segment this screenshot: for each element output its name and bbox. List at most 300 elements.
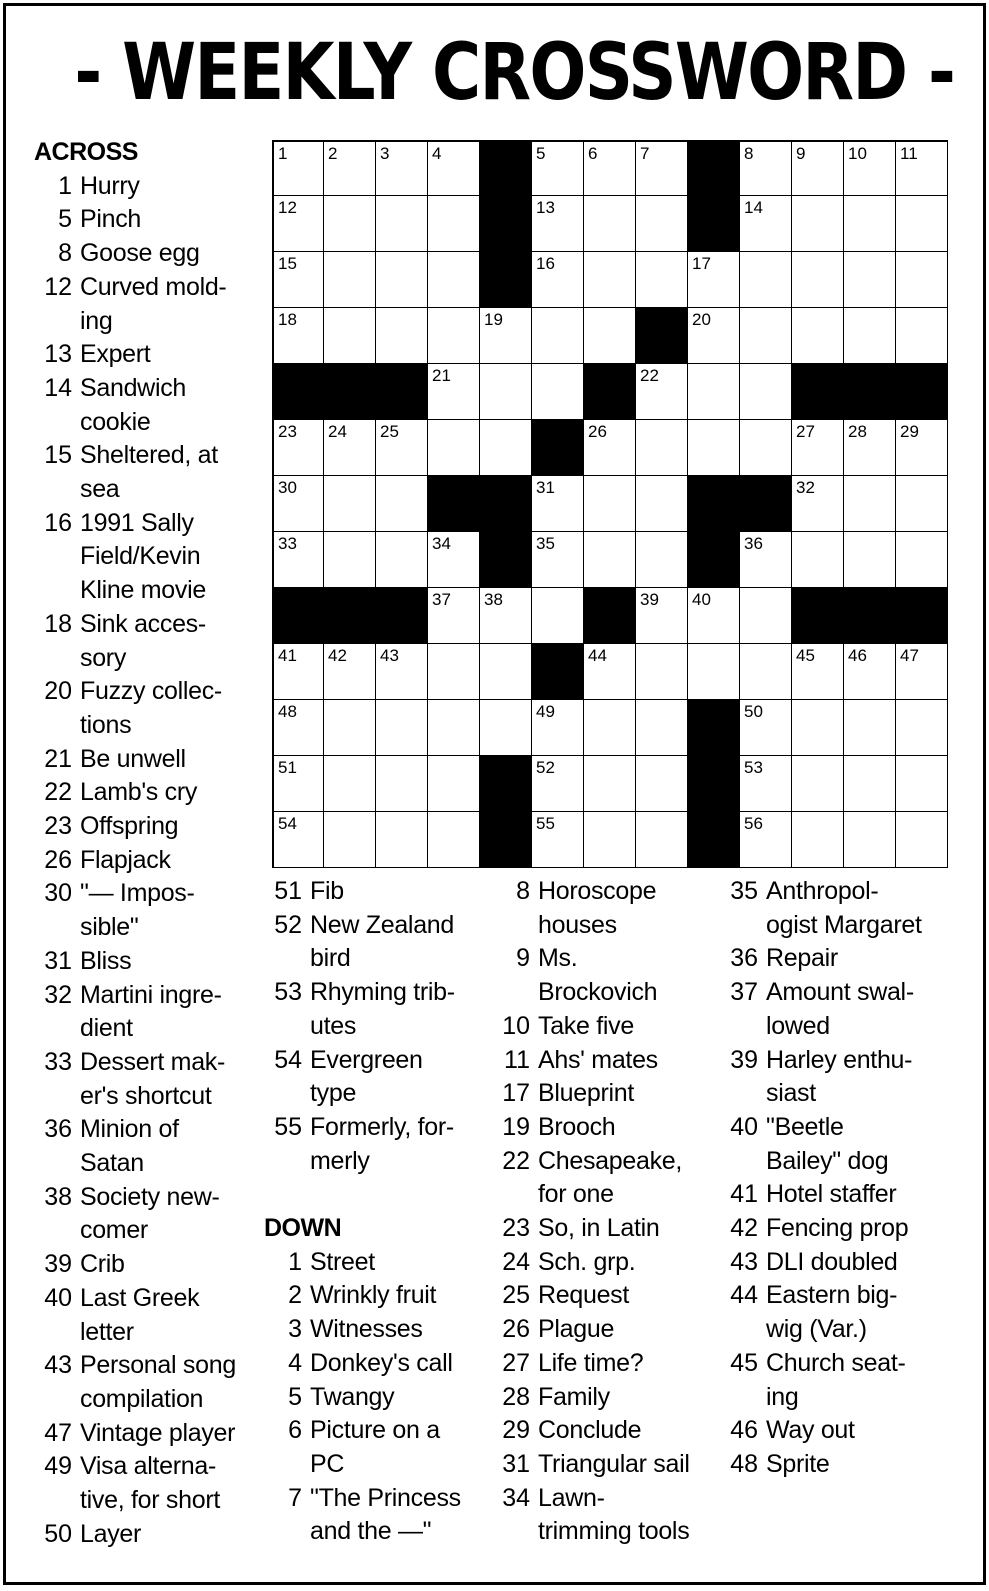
grid-cell [584,196,636,252]
grid-cell [324,476,376,532]
clue-item [492,1448,724,1482]
clue-item [492,1212,724,1246]
clue-item [720,1178,956,1212]
clue-text: Crib [80,1250,125,1279]
cell-number: 37 [432,590,451,609]
grid-cell [636,700,688,756]
grid-cell [844,532,896,588]
grid-cell [792,644,844,700]
grid-cell [844,476,896,532]
clue-number: 8 [516,877,530,905]
clue-text: Hurry [80,171,140,200]
clue-number: 10 [502,1011,530,1040]
cell-number: 7 [640,144,650,163]
grid-cell [428,196,480,252]
grid-cell [428,420,480,476]
clue-number: 5 [58,205,72,234]
grid-cell [740,812,792,868]
grid-cell [532,700,584,756]
clue-section-header: DOWN [264,1214,342,1243]
clue-item [34,608,266,675]
grid-cell [376,812,428,868]
grid-cell [896,532,948,588]
clue-item [264,1414,496,1481]
clue-number: 3 [288,1315,302,1344]
clue-text: Personal song compilation [80,1351,236,1413]
cell-number: 30 [278,478,297,497]
black-square [480,140,532,196]
grid-cell [324,700,376,756]
page-title: - WEEKLY CROSSWORD - [74,28,955,118]
cell-number: 54 [278,814,297,833]
grid-cell [844,308,896,364]
clue-item [34,271,266,338]
grid-cell [324,812,376,868]
clue-text: Eastern big- wig (Var.) [766,1281,898,1344]
clue-text: Expert [80,340,151,369]
grid-cell [428,644,480,700]
clue-item [492,1111,724,1145]
clue-text: Martini ingre- dient [80,980,222,1043]
clue-spacer [264,1178,496,1212]
clue-text: Repair [766,944,838,973]
clue-item [34,1282,266,1349]
cell-number: 28 [848,422,867,441]
clue-item [492,1313,724,1347]
cell-number: 5 [536,144,546,163]
grid-cell [740,700,792,756]
grid-cell [792,700,844,756]
cell-number: 50 [744,702,763,721]
clue-text: Hotel staffer [766,1180,897,1209]
grid-cell [792,476,844,532]
cell-number: 38 [484,590,503,609]
clue-item [34,1113,266,1180]
clue-text: Anthropol- ogist Margaret [766,877,922,939]
black-square [480,812,532,868]
clue-item [34,743,266,777]
clue-text: Wrinkly fruit [310,1281,437,1310]
clue-item [492,1482,724,1549]
grid-cell [376,196,428,252]
clue-item [264,909,496,976]
grid-cell [896,308,948,364]
grid-cell [584,700,636,756]
clue-text: Family [538,1382,610,1411]
clue-number: 23 [502,1214,530,1243]
clue-text: Sprite [766,1449,830,1478]
clue-number: 43 [730,1247,758,1276]
black-square [480,532,532,588]
grid-cell [532,476,584,532]
clue-number: 31 [44,946,72,975]
grid-cell [688,252,740,308]
clue-item [34,170,266,204]
grid-cell [844,252,896,308]
cell-number: 39 [640,590,659,609]
black-square [272,588,324,644]
cell-number: 2 [328,144,338,163]
grid-cell [272,308,324,364]
clue-number: 51 [274,877,302,905]
clue-item [34,1417,266,1451]
clue-number: 16 [44,508,72,537]
clue-number: 27 [502,1348,530,1377]
clue-number: 2 [288,1281,302,1310]
clue-text: Lawn- trimming tools [538,1483,690,1546]
clue-text: Plague [538,1315,615,1344]
clue-text: Visa alterna- tive, for short [80,1452,220,1515]
grid-cell [688,588,740,644]
grid-cell [480,644,532,700]
cell-number: 17 [692,254,711,273]
clue-item [34,844,266,878]
grid-cell [480,364,532,420]
grid-cell [532,756,584,812]
clue-item [720,1279,956,1346]
grid-cell [844,140,896,196]
clue-number: 36 [44,1115,72,1144]
grid-cell [636,364,688,420]
grid-cell [376,644,428,700]
black-square [844,364,896,420]
clue-number: 41 [730,1180,758,1209]
clue-number: 24 [502,1247,530,1276]
grid-cell [428,364,480,420]
black-square [428,476,480,532]
clue-text: Sheltered, at sea [80,441,218,504]
clue-text: Fencing prop [766,1214,909,1243]
cell-number: 46 [848,646,867,665]
clue-text: So, in Latin [538,1214,660,1243]
grid-cell [532,140,584,196]
grid-cell [636,812,688,868]
grid-cell [272,532,324,588]
clue-text: Amount swal- lowed [766,978,914,1040]
clue-number: 17 [502,1079,530,1108]
grid-cell [740,364,792,420]
cell-number: 56 [744,814,763,833]
clue-text: Blueprint [538,1079,634,1108]
clue-number: 55 [274,1112,302,1141]
clue-item [492,1077,724,1111]
grid-cell [740,532,792,588]
grid-cell [636,644,688,700]
cell-number: 3 [380,144,390,163]
clue-item [720,1448,956,1482]
clue-text: Sch. grp. [538,1247,636,1276]
clue-number: 48 [730,1449,758,1478]
clue-text: Way out [766,1416,855,1445]
cell-number: 26 [588,422,607,441]
grid-cell [688,644,740,700]
clue-text: Witnesses [310,1315,423,1344]
clue-item [34,776,266,810]
clue-item [264,976,496,1043]
clue-item [34,877,266,944]
clue-item [34,338,266,372]
cell-number: 33 [278,534,297,553]
cell-number: 36 [744,534,763,553]
black-square [792,588,844,644]
grid-cell [428,588,480,644]
clue-item [264,1111,496,1178]
clue-text: Sink acces- sory [80,609,206,672]
clue-item [264,875,496,909]
clue-number: 29 [502,1416,530,1445]
cell-number: 35 [536,534,555,553]
grid-cell [324,532,376,588]
black-square [324,364,376,420]
clue-number: 23 [44,812,72,841]
clue-number: 39 [44,1250,72,1279]
grid-cell [636,756,688,812]
clue-column-2 [264,875,496,1549]
cell-number: 24 [328,422,347,441]
clue-text: Be unwell [80,744,186,773]
clue-text: Horoscope houses [538,877,657,939]
grid-cell [844,756,896,812]
grid-cell [792,140,844,196]
grid-cell [324,308,376,364]
grid-cell [428,700,480,756]
clue-item [492,1381,724,1415]
cell-number: 32 [796,478,815,497]
cell-number: 20 [692,310,711,329]
clue-number: 45 [730,1348,758,1377]
clue-number: 4 [288,1348,302,1377]
clue-item [34,979,266,1046]
clue-number: 7 [288,1483,302,1512]
clue-text: Formerly, for- merly [310,1112,454,1175]
clue-item [34,1248,266,1282]
black-square [636,308,688,364]
clue-number: 49 [44,1452,72,1481]
clue-number: 40 [44,1283,72,1312]
cell-number: 40 [692,590,711,609]
grid-cell [324,252,376,308]
grid-cell [376,420,428,476]
clue-column-4 [720,875,956,1482]
black-square [688,532,740,588]
clue-text: Flapjack [80,845,171,874]
cell-number: 6 [588,144,598,163]
clue-text: Chesapeake, for one [538,1146,683,1209]
crossword-grid [272,140,948,868]
clue-number: 1 [58,171,72,200]
grid-cell [896,420,948,476]
clue-item [34,1349,266,1416]
grid-cell [428,532,480,588]
clue-item [34,675,266,742]
black-square [480,196,532,252]
clue-number: 35 [730,877,758,905]
clue-number: 28 [502,1382,530,1411]
black-square [688,812,740,868]
clue-text: Sandwich cookie [80,373,186,436]
cell-number: 51 [278,758,297,777]
clue-item [34,945,266,979]
clue-item [34,1181,266,1248]
grid-cell [324,756,376,812]
clue-item [720,1111,956,1178]
clue-number: 8 [58,239,72,268]
grid-cell [740,644,792,700]
cell-number: 45 [796,646,815,665]
clue-text: Minion of Satan [80,1115,179,1178]
clue-number: 50 [44,1519,72,1548]
clue-text: Bliss [80,946,132,975]
clue-text: Ahs' mates [538,1045,658,1074]
clue-item [492,942,724,1009]
clue-number: 40 [730,1112,758,1141]
grid-cell [428,252,480,308]
grid-cell [688,308,740,364]
cell-number: 41 [278,646,297,665]
grid-cell [272,700,324,756]
black-square [688,476,740,532]
grid-cell [740,308,792,364]
grid-cell [792,756,844,812]
cell-number: 29 [900,422,919,441]
clue-number: 14 [44,373,72,402]
clue-item [492,1414,724,1448]
clue-text: New Zealand bird [310,910,455,973]
grid-cell [740,140,792,196]
grid-cell [896,140,948,196]
clue-text: Twangy [310,1382,395,1411]
grid-cell [376,476,428,532]
cell-number: 43 [380,646,399,665]
clue-number: 12 [44,272,72,301]
cell-number: 44 [588,646,607,665]
grid-cell [584,756,636,812]
clue-text: Picture on a PC [310,1416,440,1478]
grid-cell [896,196,948,252]
grid-cell [792,420,844,476]
grid-cell [532,812,584,868]
grid-cell [428,308,480,364]
clue-number: 31 [502,1449,530,1478]
clue-item [492,1347,724,1381]
clue-column-3 [492,875,724,1549]
grid-cell [844,196,896,252]
grid-cell [272,476,324,532]
clue-text: 1991 Sally Field/Kevin Kline movie [80,508,206,605]
clue-number: 15 [44,441,72,470]
grid-cell [272,420,324,476]
clue-item [492,1044,724,1078]
clue-text: Fib [310,877,344,905]
grid-cell [272,812,324,868]
clue-number: 32 [44,980,72,1009]
black-square [324,588,376,644]
black-square [480,476,532,532]
clue-text: DLI doubled [766,1247,898,1276]
clue-item [720,875,956,942]
clue-item [492,1145,724,1212]
clue-text: Lamb's cry [80,778,198,807]
clue-number: 22 [502,1146,530,1175]
black-square [896,364,948,420]
grid-cell [532,364,584,420]
grid-cell [376,252,428,308]
clue-item [34,810,266,844]
grid-cell [376,140,428,196]
cell-number: 22 [640,366,659,385]
grid-cell [636,420,688,476]
grid-cell [636,252,688,308]
black-square [480,756,532,812]
clue-number: 39 [730,1045,758,1074]
grid-cell [896,644,948,700]
clue-number: 26 [44,845,72,874]
grid-cell [688,420,740,476]
grid-cell [584,420,636,476]
clue-text: Dessert mak- er's shortcut [80,1047,226,1110]
black-square [272,364,324,420]
cell-number: 16 [536,254,555,273]
clue-item [34,237,266,271]
clue-column-1 [34,136,266,1552]
clue-item [492,1010,724,1044]
clue-text: "— Impos- sible" [80,879,195,942]
clue-text: Brooch [538,1112,616,1141]
clue-item [720,1414,956,1448]
grid-cell [584,532,636,588]
grid-cell [896,476,948,532]
clue-text: Last Greek letter [80,1283,200,1346]
clue-item [264,1381,496,1415]
cell-number: 25 [380,422,399,441]
clue-number: 43 [44,1351,72,1380]
grid-cell [584,476,636,532]
cell-number: 19 [484,310,503,329]
grid-cell [636,476,688,532]
clue-section-header: ACROSS [34,138,138,166]
grid-cell [844,420,896,476]
clue-number: 42 [730,1214,758,1243]
clue-text: Triangular sail [538,1449,690,1478]
grid-cell [896,812,948,868]
grid-cell [584,644,636,700]
clue-item [34,1046,266,1113]
clue-item [720,1347,956,1414]
clue-number: 36 [730,944,758,973]
clue-number: 6 [288,1416,302,1445]
clue-item [264,1044,496,1111]
clue-number: 25 [502,1281,530,1310]
grid-cell [896,252,948,308]
grid-cell [376,532,428,588]
grid-cell [376,308,428,364]
clue-text: Take five [538,1011,634,1040]
clue-item [264,1246,496,1280]
grid-cell [792,812,844,868]
clue-text: Donkey's call [310,1348,453,1377]
grid-cell [792,532,844,588]
cell-number: 4 [432,144,442,163]
clue-text: Request [538,1281,630,1310]
clue-text: Goose egg [80,239,200,268]
cell-number: 23 [278,422,297,441]
clue-number: 9 [516,944,530,973]
clue-text: Curved mold- ing [80,272,227,335]
grid-cell [740,588,792,644]
clue-item [34,507,266,608]
crossword-page [3,3,986,1585]
black-square [740,476,792,532]
